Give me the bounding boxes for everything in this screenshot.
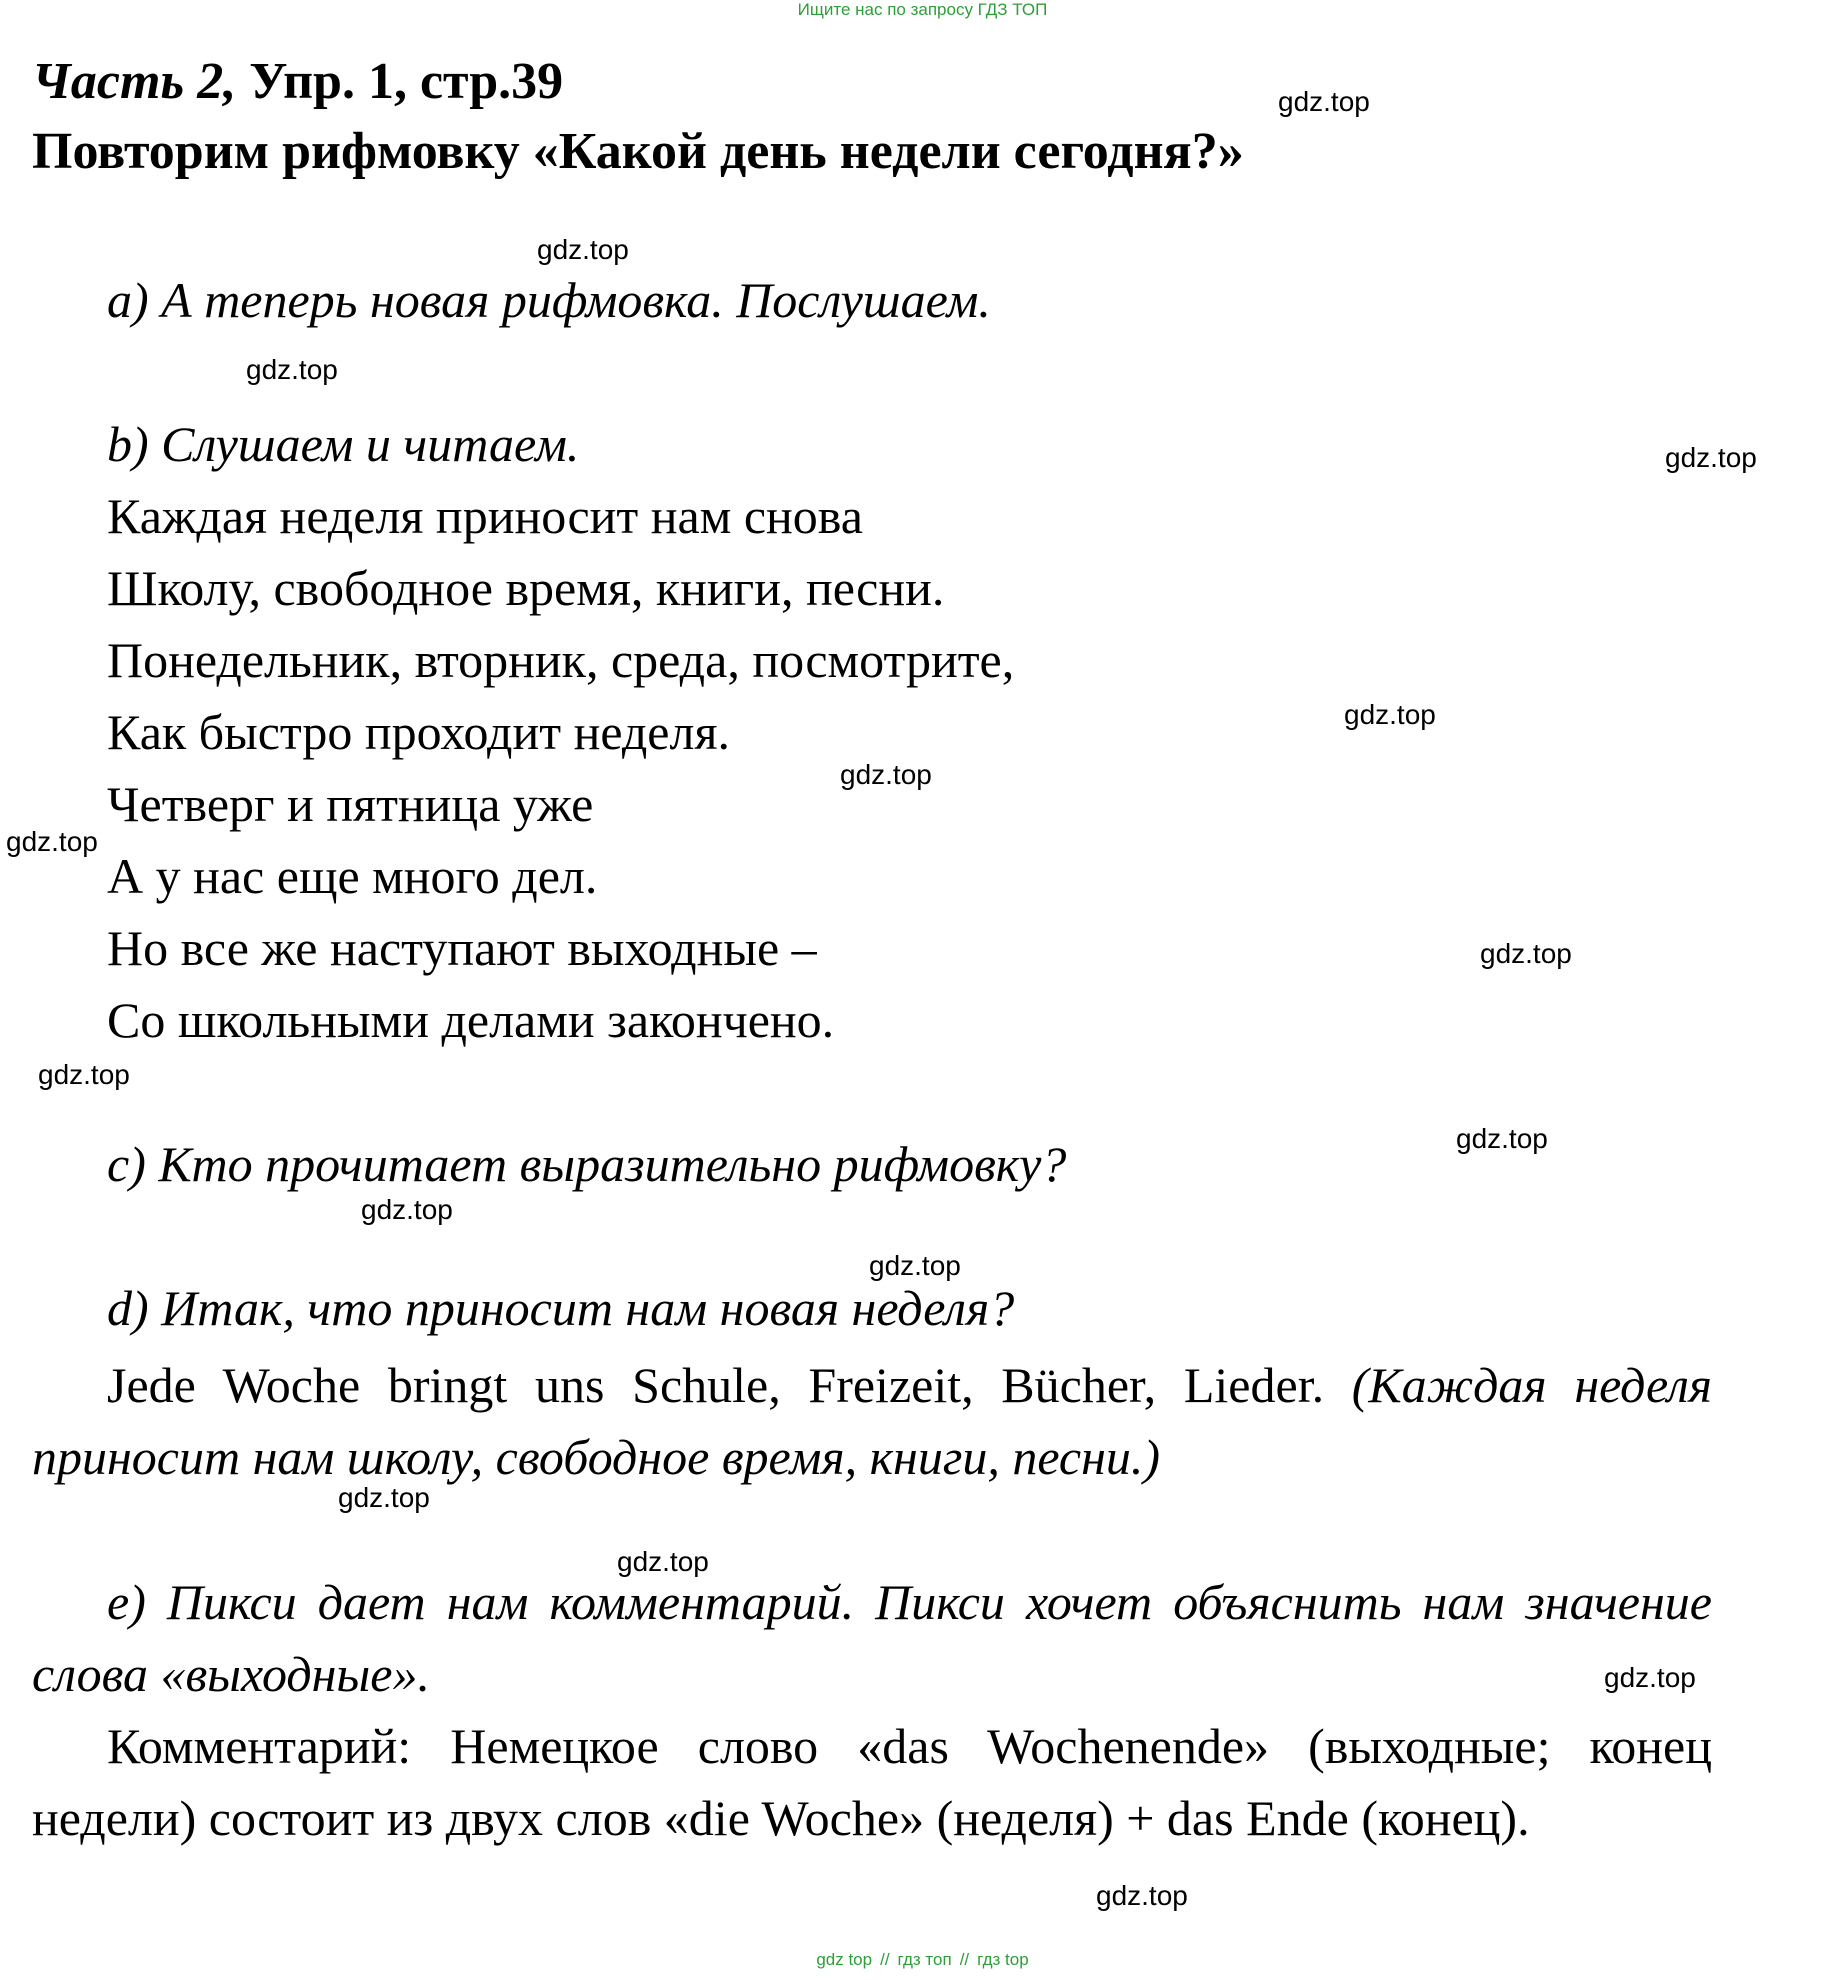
poem-line: Но все же наступают выходные –	[107, 920, 817, 976]
item-c: c) Кто прочитает выразительно рифмовку?	[107, 1136, 1067, 1192]
page-title	[32, 52, 563, 112]
poem-line: Школу, свободное время, книги, песни.	[107, 560, 945, 616]
bottom-banner	[0, 1950, 1845, 1970]
title-part: Часть 2,	[32, 53, 237, 110]
bottom-link[interactable]: gdz top	[816, 1950, 873, 1969]
top-banner[interactable]: Ищите нас по запросу ГДЗ ТОП	[797, 0, 1048, 19]
item-e-text: e) Пикси дает нам комментарий. Пикси хочет объяснить нам значение слова «выходные».	[32, 1574, 1712, 1702]
watermark: gdz.top	[38, 1059, 130, 1090]
watermark: gdz.top	[1278, 86, 1370, 117]
item-b: b) Слушаем и читаем.	[107, 416, 580, 472]
bottom-link[interactable]: гдз топ	[897, 1950, 952, 1969]
watermark: gdz.top	[361, 1194, 453, 1225]
poem-line: Четверг и пятница уже	[107, 776, 594, 832]
watermark: gdz.top	[338, 1482, 430, 1513]
item-e	[32, 1566, 1712, 1710]
watermark: gdz.top	[1665, 442, 1757, 473]
watermark: gdz.top	[1344, 699, 1436, 730]
poem-line: Каждая неделя приносит нам снова	[107, 488, 863, 544]
poem-line: Понедельник, вторник, среда, посмотрите,	[107, 632, 1015, 688]
watermark: gdz.top	[840, 759, 932, 790]
watermark: gdz.top	[1456, 1123, 1548, 1154]
answer-d	[32, 1349, 1712, 1493]
watermark: gdz.top	[1604, 1662, 1696, 1693]
watermark: gdz.top	[246, 354, 338, 385]
separator: //	[880, 1950, 890, 1969]
watermark: gdz.top	[869, 1250, 961, 1281]
page-subtitle: Повторим рифмовку «Какой день недели сегодня?»	[32, 123, 1244, 180]
poem-line: Со школьными делами закончено.	[107, 992, 835, 1048]
comment-paragraph: Комментарий: Немецкое слово «das Wochenende» (выходные; конец недели) состоит из двух слов «die Woche» (неделя) + das Ende (конец).	[32, 1718, 1712, 1846]
answer-german: Jede Woche bringt uns Schule, Freizeit, Bücher, Lieder.	[107, 1357, 1325, 1413]
poem-line: А у нас еще много дел.	[107, 848, 598, 904]
bottom-link[interactable]: гдз top	[977, 1950, 1029, 1969]
answer-translation: (Каждая неделя приносит нам школу, свободное время, книги, песни.)	[32, 1357, 1713, 1485]
title-exercise: Упр. 1, стр.39	[236, 53, 564, 110]
watermark: gdz.top	[537, 234, 629, 265]
item-a: a) А теперь новая рифмовка. Послушаем.	[107, 272, 991, 328]
watermark: gdz.top	[6, 826, 98, 857]
watermark: gdz.top	[1096, 1880, 1188, 1911]
poem-line: Как быстро проходит неделя.	[107, 704, 730, 760]
separator: //	[959, 1950, 970, 1969]
watermark: gdz.top	[1480, 938, 1572, 969]
item-d: d) Итак, что приносит нам новая неделя?	[107, 1280, 1015, 1336]
watermark: gdz.top	[617, 1546, 709, 1577]
